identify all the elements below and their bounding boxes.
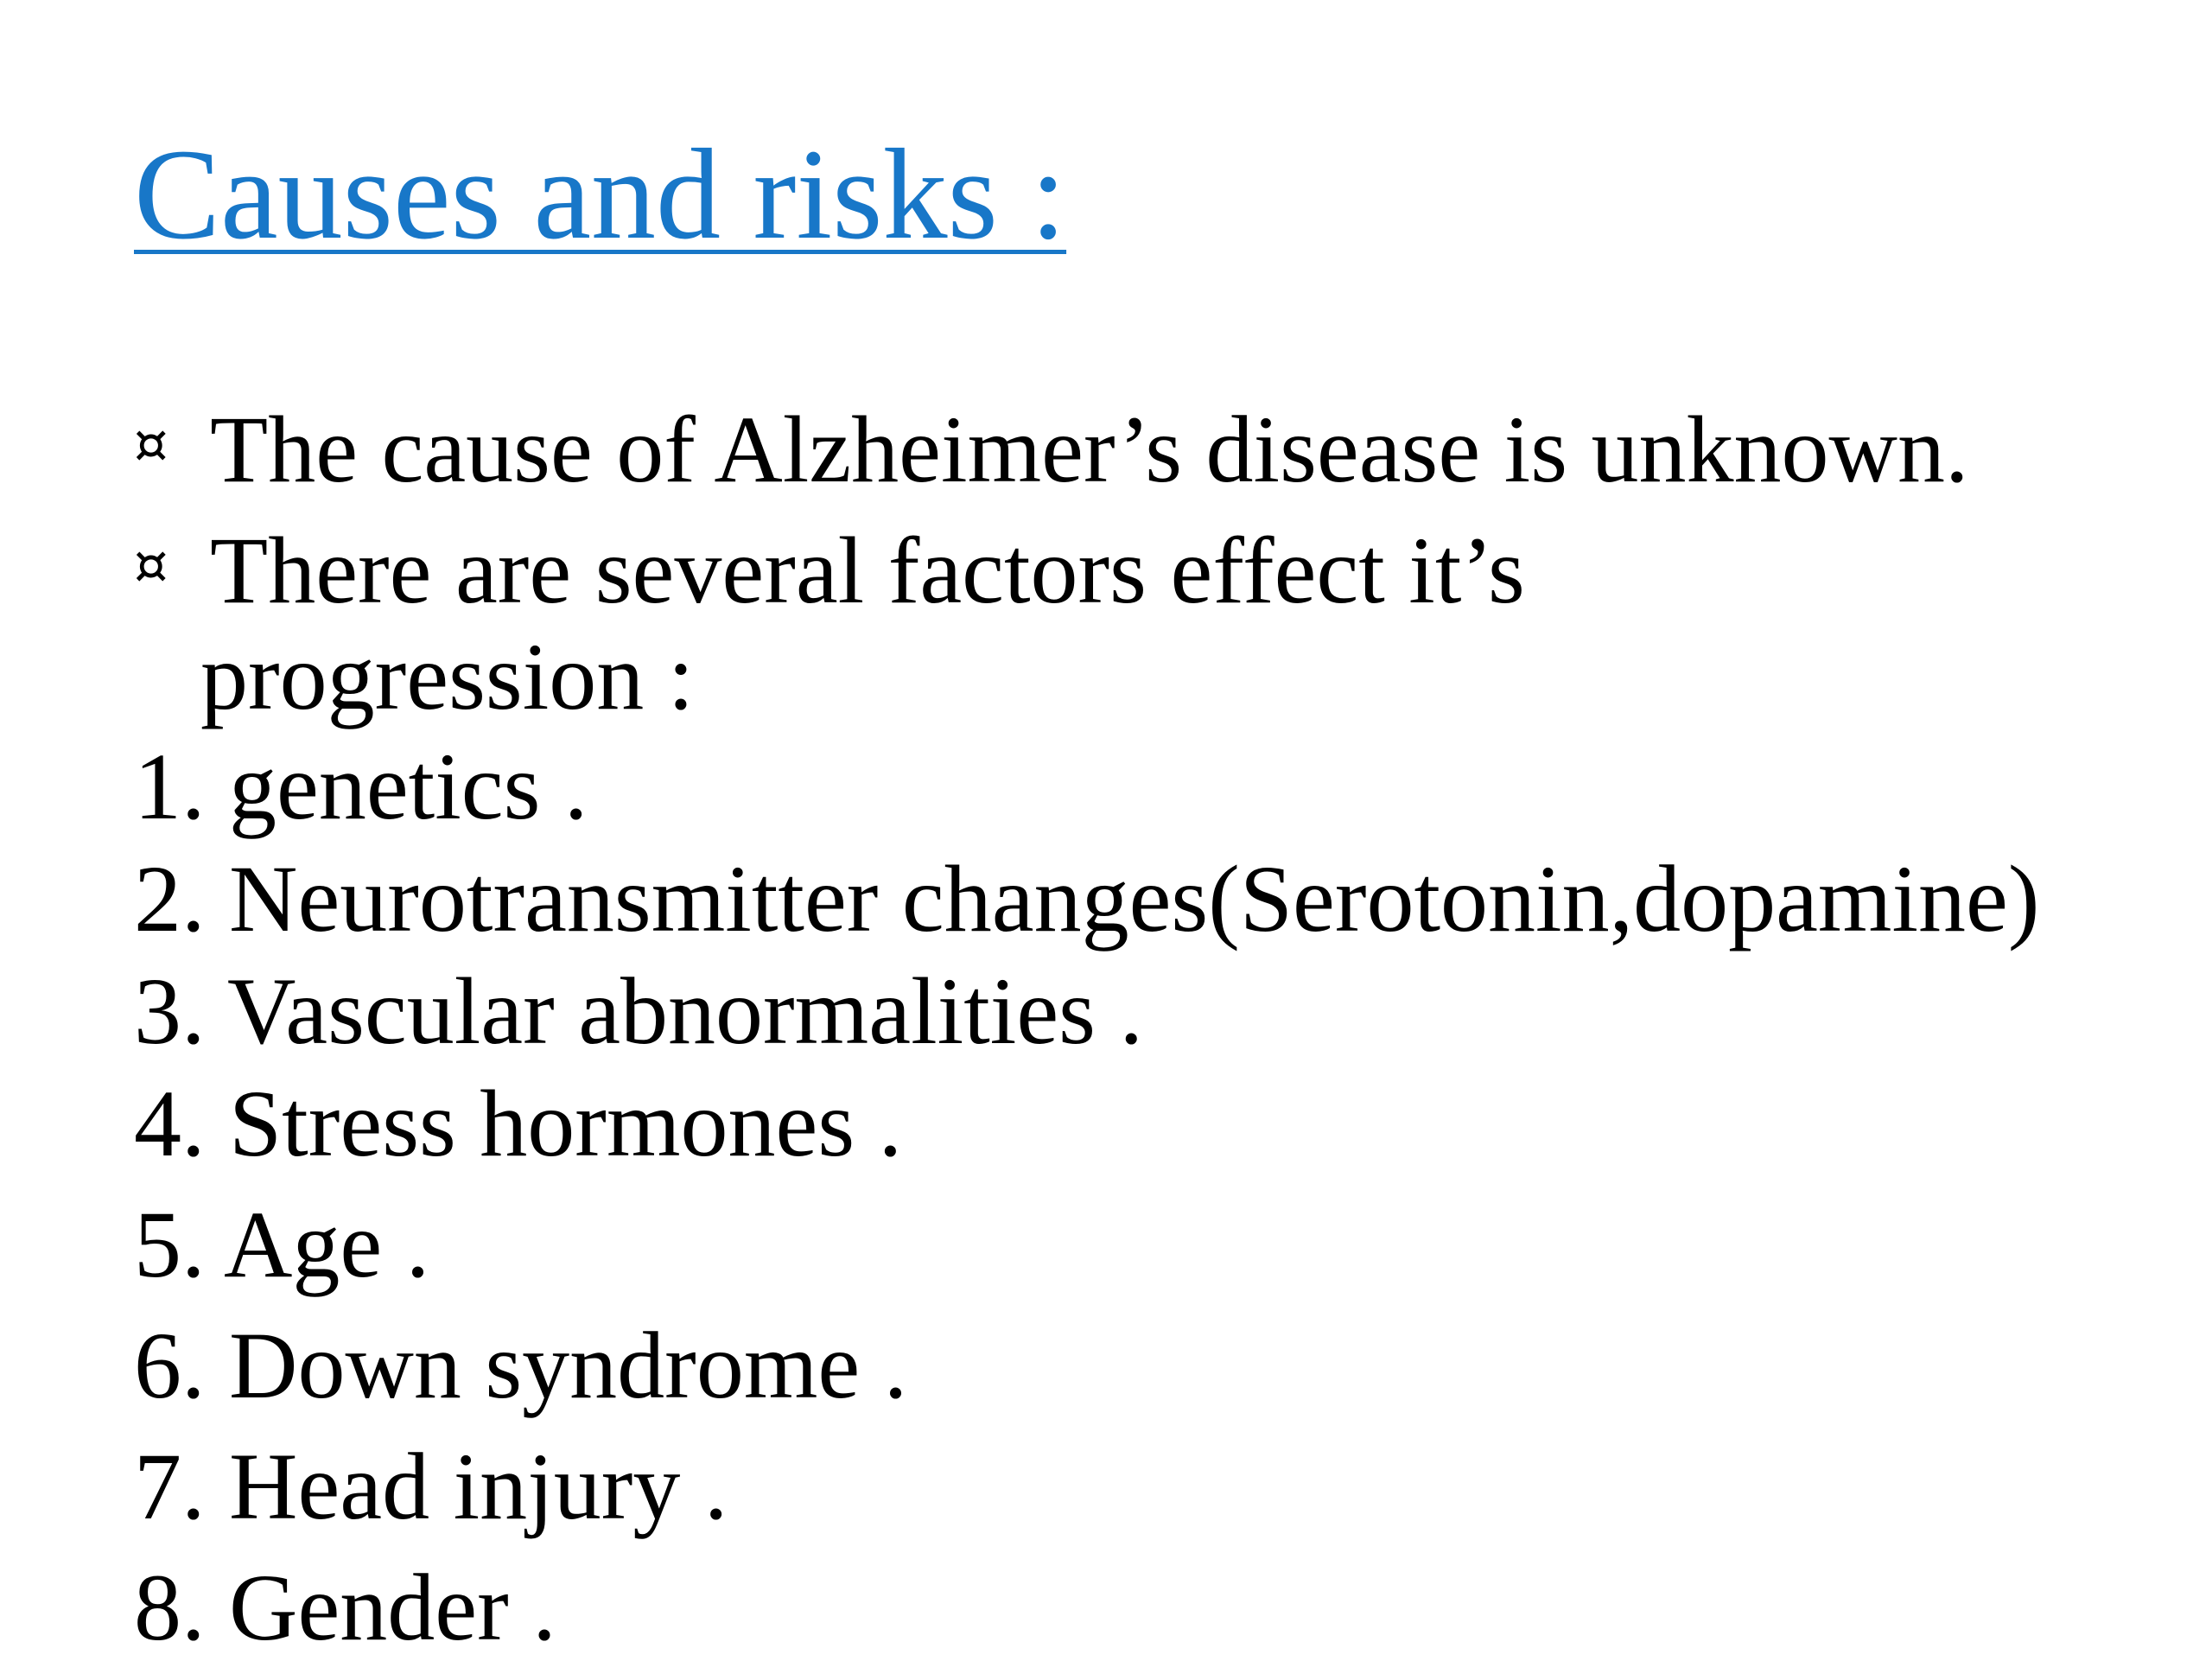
list-text: Gender . — [229, 1555, 556, 1660]
list-number: 4. — [134, 1071, 206, 1176]
list-item — [134, 1434, 728, 1539]
list-item — [134, 1313, 908, 1418]
list-number: 6. — [134, 1313, 206, 1418]
bullet-item — [134, 518, 1525, 623]
list-item — [134, 1071, 903, 1176]
bullet-text: There are several factors effect it’s — [210, 518, 1525, 623]
list-number: 5. — [134, 1192, 206, 1297]
list-text: Down syndrome . — [229, 1313, 908, 1418]
list-text: Vascular abnormalities . — [227, 958, 1143, 1064]
slide-title: Causes and risks : — [134, 123, 1067, 266]
list-item — [134, 1555, 556, 1660]
list-text: Neurotransmitter changes(Serotonin,dopamine) — [229, 846, 2040, 951]
list-item — [134, 846, 2040, 951]
list-item — [134, 734, 588, 839]
bullet-text: The cause of Alzheimer’s disease is unknown. — [210, 397, 1969, 502]
bullet-symbol: ¤ — [134, 533, 168, 596]
list-item — [134, 1192, 430, 1297]
list-text: Stress hormones . — [229, 1071, 903, 1176]
list-number: 8. — [134, 1555, 206, 1660]
list-text: Head injury . — [229, 1434, 728, 1539]
bullet-symbol: ¤ — [134, 412, 168, 475]
list-number: 3. — [134, 958, 206, 1064]
list-number: 1. — [134, 734, 206, 839]
list-text: Age . — [223, 1192, 430, 1297]
bullet-item — [134, 397, 1969, 502]
list-number: 2. — [134, 846, 206, 951]
list-item — [134, 958, 1143, 1064]
bullet-continuation: progression : — [200, 624, 695, 729]
list-text: genetics . — [229, 734, 588, 839]
list-number: 7. — [134, 1434, 206, 1539]
